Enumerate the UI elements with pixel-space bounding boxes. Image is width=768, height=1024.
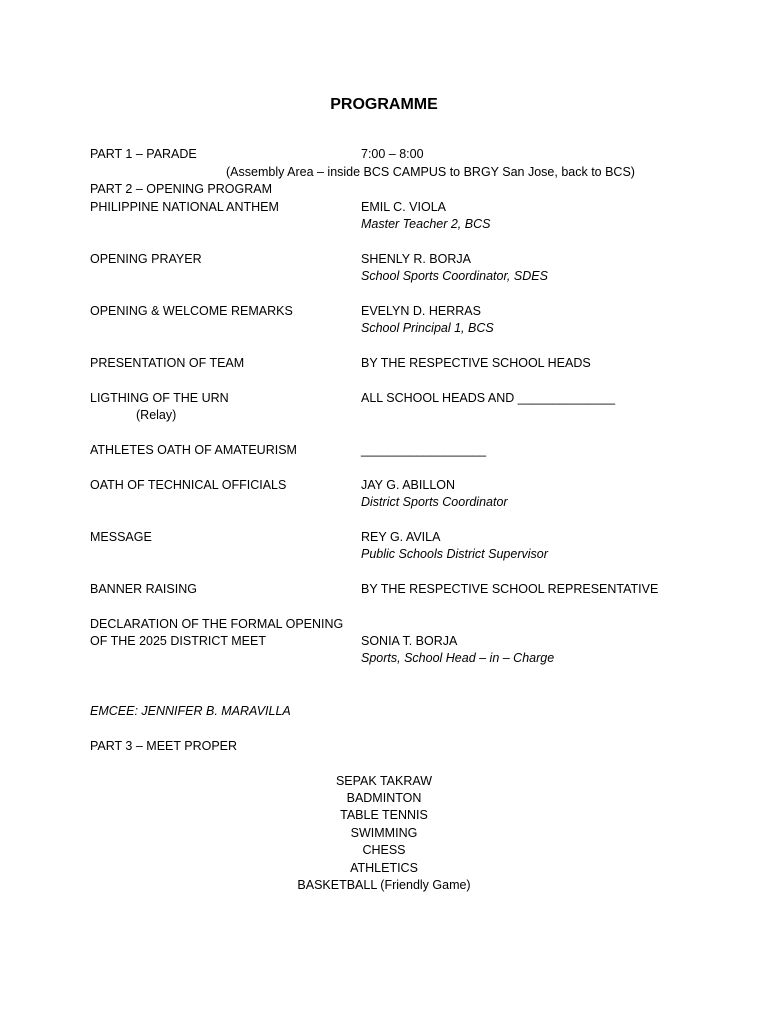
program-item: ATHLETES OATH OF AMATEURISM [90, 443, 297, 457]
program-item: OPENING PRAYER [90, 252, 202, 266]
program-person: __________________ [361, 443, 487, 457]
program-role: District Sports Coordinator [361, 495, 508, 509]
event-item: SEPAK TAKRAW [335, 774, 433, 788]
event-item: SWIMMING [350, 826, 418, 840]
event-item: CHESS [362, 843, 406, 857]
program-role: Master Teacher 2, BCS [361, 217, 491, 231]
program-item: DECLARATION OF THE FORMAL OPENING [90, 617, 344, 631]
program-item: PHILIPPINE NATIONAL ANTHEM [90, 200, 279, 214]
program-person: BY THE RESPECTIVE SCHOOL HEADS [361, 356, 591, 370]
program-person: JAY G. ABILLON [361, 478, 456, 492]
program-item: LIGTHING OF THE URN [90, 391, 229, 405]
program-role: Sports, School Head – in – Charge [361, 651, 555, 665]
program-role: Public Schools District Supervisor [361, 547, 548, 561]
program-person: EVELYN D. HERRAS [361, 304, 481, 318]
program-person: ALL SCHOOL HEADS AND ______________ [361, 391, 616, 405]
program-person: SHENLY R. BORJA [361, 252, 471, 266]
event-item: ATHLETICS [350, 861, 418, 875]
event-item: BASKETBALL (Friendly Game) [297, 878, 471, 892]
event-item: BADMINTON [346, 791, 422, 805]
program-role: School Sports Coordinator, SDES [361, 269, 548, 283]
event-item: TABLE TENNIS [340, 808, 428, 822]
part1-label: PART 1 – PARADE [90, 147, 197, 161]
program-item-cont: OF THE 2025 DISTRICT MEET [90, 634, 266, 648]
program-item: OATH OF TECHNICAL OFFICIALS [90, 478, 287, 492]
page-title: PROGRAMME [330, 96, 438, 113]
part1-route: (Assembly Area – inside BCS CAMPUS to BRGY San Jose, back to BCS) [226, 165, 635, 179]
program-item: PRESENTATION OF TEAM [90, 356, 245, 370]
program-person: EMIL C. VIOLA [361, 200, 446, 214]
program-role: School Principal 1, BCS [361, 321, 494, 335]
emcee: EMCEE: JENNIFER B. MARAVILLA [90, 704, 291, 718]
program-person: REY G. AVILA [361, 530, 441, 544]
part2-label: PART 2 – OPENING PROGRAM [90, 182, 272, 196]
program-item: OPENING & WELCOME REMARKS [90, 304, 293, 318]
part3-label: PART 3 – MEET PROPER [90, 739, 238, 753]
program-person: BY THE RESPECTIVE SCHOOL REPRESENTATIVE [361, 582, 659, 596]
program-person: SONIA T. BORJA [361, 634, 458, 648]
program-item: MESSAGE [90, 530, 152, 544]
program-item-sub: (Relay) [136, 408, 177, 422]
program-item: BANNER RAISING [90, 582, 197, 596]
part1-time: 7:00 – 8:00 [361, 147, 424, 161]
